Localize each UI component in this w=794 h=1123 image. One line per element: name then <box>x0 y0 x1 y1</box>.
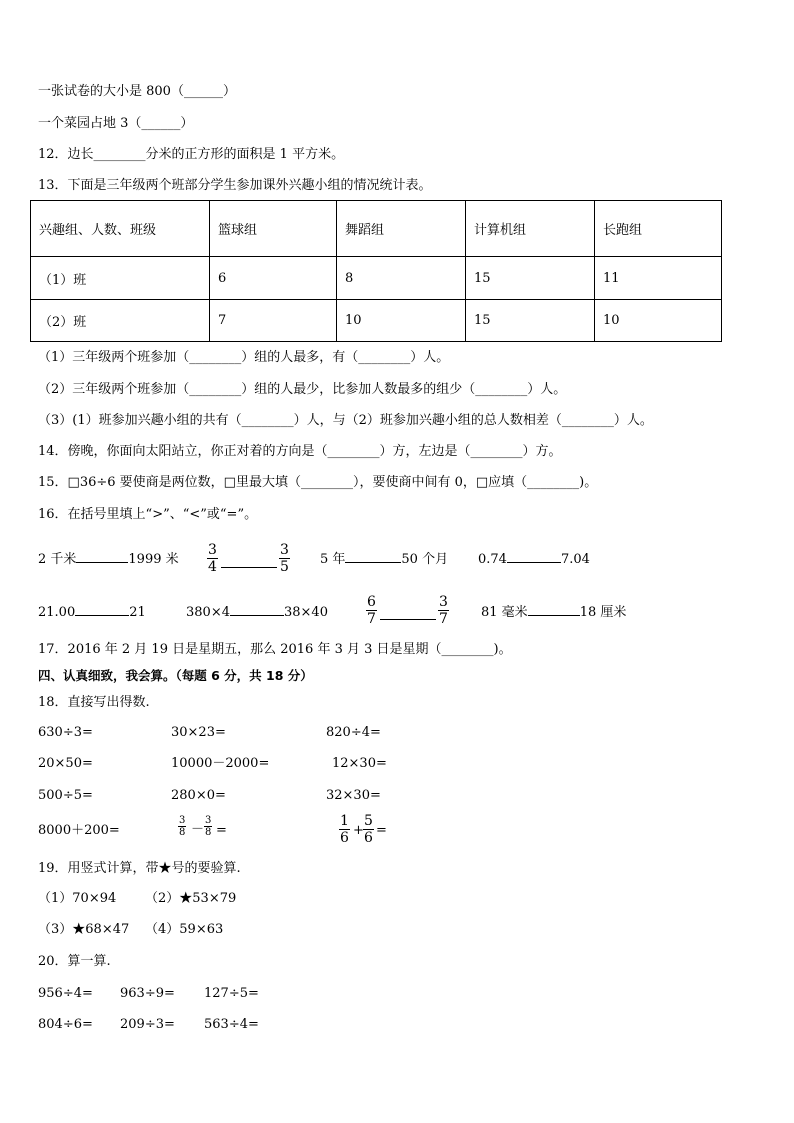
fraction-one-sixth: 1 6 <box>340 813 349 846</box>
calc-item: 12×30= <box>332 756 387 771</box>
calc-item: 30×23= <box>171 725 226 740</box>
table-cell: 7 <box>210 300 337 342</box>
calc-item: 10000－2000= <box>171 756 270 771</box>
vertical-calc-item: （3）★68×47 <box>38 922 130 937</box>
answer-blank[interactable] <box>221 550 277 568</box>
table-cell: 8 <box>337 257 466 300</box>
table-header-cell: 长跑组 <box>595 201 722 257</box>
compare-mm-cm: 81 毫米 18 厘米 <box>481 605 627 620</box>
calc-item: 8000＋200= <box>38 823 120 838</box>
table-cell: 6 <box>210 257 337 300</box>
table-cell: （2）班 <box>31 300 210 342</box>
calc-item: 20×50= <box>38 756 93 771</box>
compare-years-months: 5 年 50 个月 <box>320 552 449 567</box>
question-13-1: （1）三年级两个班参加（________）组的人最多，有（________）人。 <box>38 350 450 365</box>
calc-item: 956÷4= <box>38 986 93 1001</box>
vertical-calc-item: （2）★53×79 <box>145 891 237 906</box>
calc-item: 963÷9= <box>120 986 175 1001</box>
equals-sign: = <box>216 823 227 838</box>
vertical-calc-item: （1）70×94 <box>38 891 117 906</box>
question-17: 17．2016 年 2 月 19 日是星期五，那么 2016 年 3 月 3 日是星期（________)。 <box>38 642 512 657</box>
fraction-three-sevenths: 3 7 <box>439 594 448 627</box>
compare-length-km: 2 千米 1999 米 <box>38 552 179 567</box>
table-header-row <box>31 201 722 257</box>
question-20: 20．算一算. <box>38 954 111 969</box>
table-row <box>31 257 722 300</box>
calc-item: 280×0= <box>171 788 226 803</box>
table-cell: 10 <box>595 300 722 342</box>
fraction-three-eighths: 3 8 <box>179 815 186 838</box>
calc-item: 804÷6= <box>38 1017 93 1032</box>
calc-item: 820÷4= <box>326 725 381 740</box>
fraction-three-fifths: 3 5 <box>280 542 289 575</box>
fraction-six-sevenths: 6 7 <box>367 594 376 627</box>
calc-item: 127÷5= <box>204 986 259 1001</box>
equals-sign: = <box>376 823 387 838</box>
question-19: 19．用竖式计算，带★号的要验算. <box>38 861 241 876</box>
plus-sign: + <box>353 823 364 838</box>
compare-products: 380×4 38×40 <box>186 605 328 620</box>
question-15: 15．□36÷6 要使商是两位数，□里最大填（________），要使商中间有 0，□应填（________)。 <box>38 475 598 490</box>
calc-item: 630÷3= <box>38 725 93 740</box>
fraction-five-sixths: 5 6 <box>364 813 373 846</box>
fraction-three-quarters: 3 4 <box>208 542 217 575</box>
question-13-3: （3）(1）班参加兴趣小组的共有（________）人，与（2）班参加兴趣小组的总人数相差（________）人。 <box>38 413 653 428</box>
compare-decimal-integer: 21.00 21 <box>38 605 146 620</box>
calc-item: 209÷3= <box>120 1017 175 1032</box>
table-header-cell: 舞蹈组 <box>337 201 466 257</box>
question-12: 12．边长________分米的正方形的面积是 1 平方米。 <box>38 147 345 162</box>
question-16: 16．在括号里填上“>”、“<”或“=”。 <box>38 507 258 522</box>
fraction-three-eighths: 3 8 <box>205 815 212 838</box>
question-13: 13．下面是三年级两个班部分学生参加课外兴趣小组的情况统计表。 <box>38 178 432 193</box>
question-18: 18．直接写出得数. <box>38 695 150 710</box>
calc-item: 563÷4= <box>204 1017 259 1032</box>
table-cell: 15 <box>466 300 595 342</box>
table-cell: 15 <box>466 257 595 300</box>
compare-decimals: 0.74 7.04 <box>478 552 590 567</box>
table-row <box>31 300 722 342</box>
table-cell: （1）班 <box>31 257 210 300</box>
vertical-calc-item: （4）59×63 <box>145 922 224 937</box>
question-13-2: （2）三年级两个班参加（________）组的人最少，比参加人数最多的组少（________）人。 <box>38 382 567 397</box>
line-test-paper-size: 一张试卷的大小是 800（______） <box>38 84 236 99</box>
calc-item: 32×30= <box>326 788 381 803</box>
table-header-cell: 计算机组 <box>466 201 595 257</box>
calc-item: 500÷5= <box>38 788 93 803</box>
question-14: 14．傍晚，你面向太阳站立，你正对着的方向是（________）方，左边是（________）方。 <box>38 444 562 459</box>
interest-group-table <box>30 200 722 342</box>
line-garden-area: 一个菜园占地 3（______） <box>38 116 194 131</box>
answer-blank[interactable] <box>380 602 436 620</box>
section-4-heading: 四、认真细致，我会算。（每题 6 分，共 18 分） <box>38 668 313 683</box>
table-cell: 10 <box>337 300 466 342</box>
table-header-cell: 兴趣组、人数、班级 <box>31 201 210 257</box>
table-cell: 11 <box>595 257 722 300</box>
minus-sign: － <box>191 822 205 837</box>
table-header-cell: 篮球组 <box>210 201 337 257</box>
